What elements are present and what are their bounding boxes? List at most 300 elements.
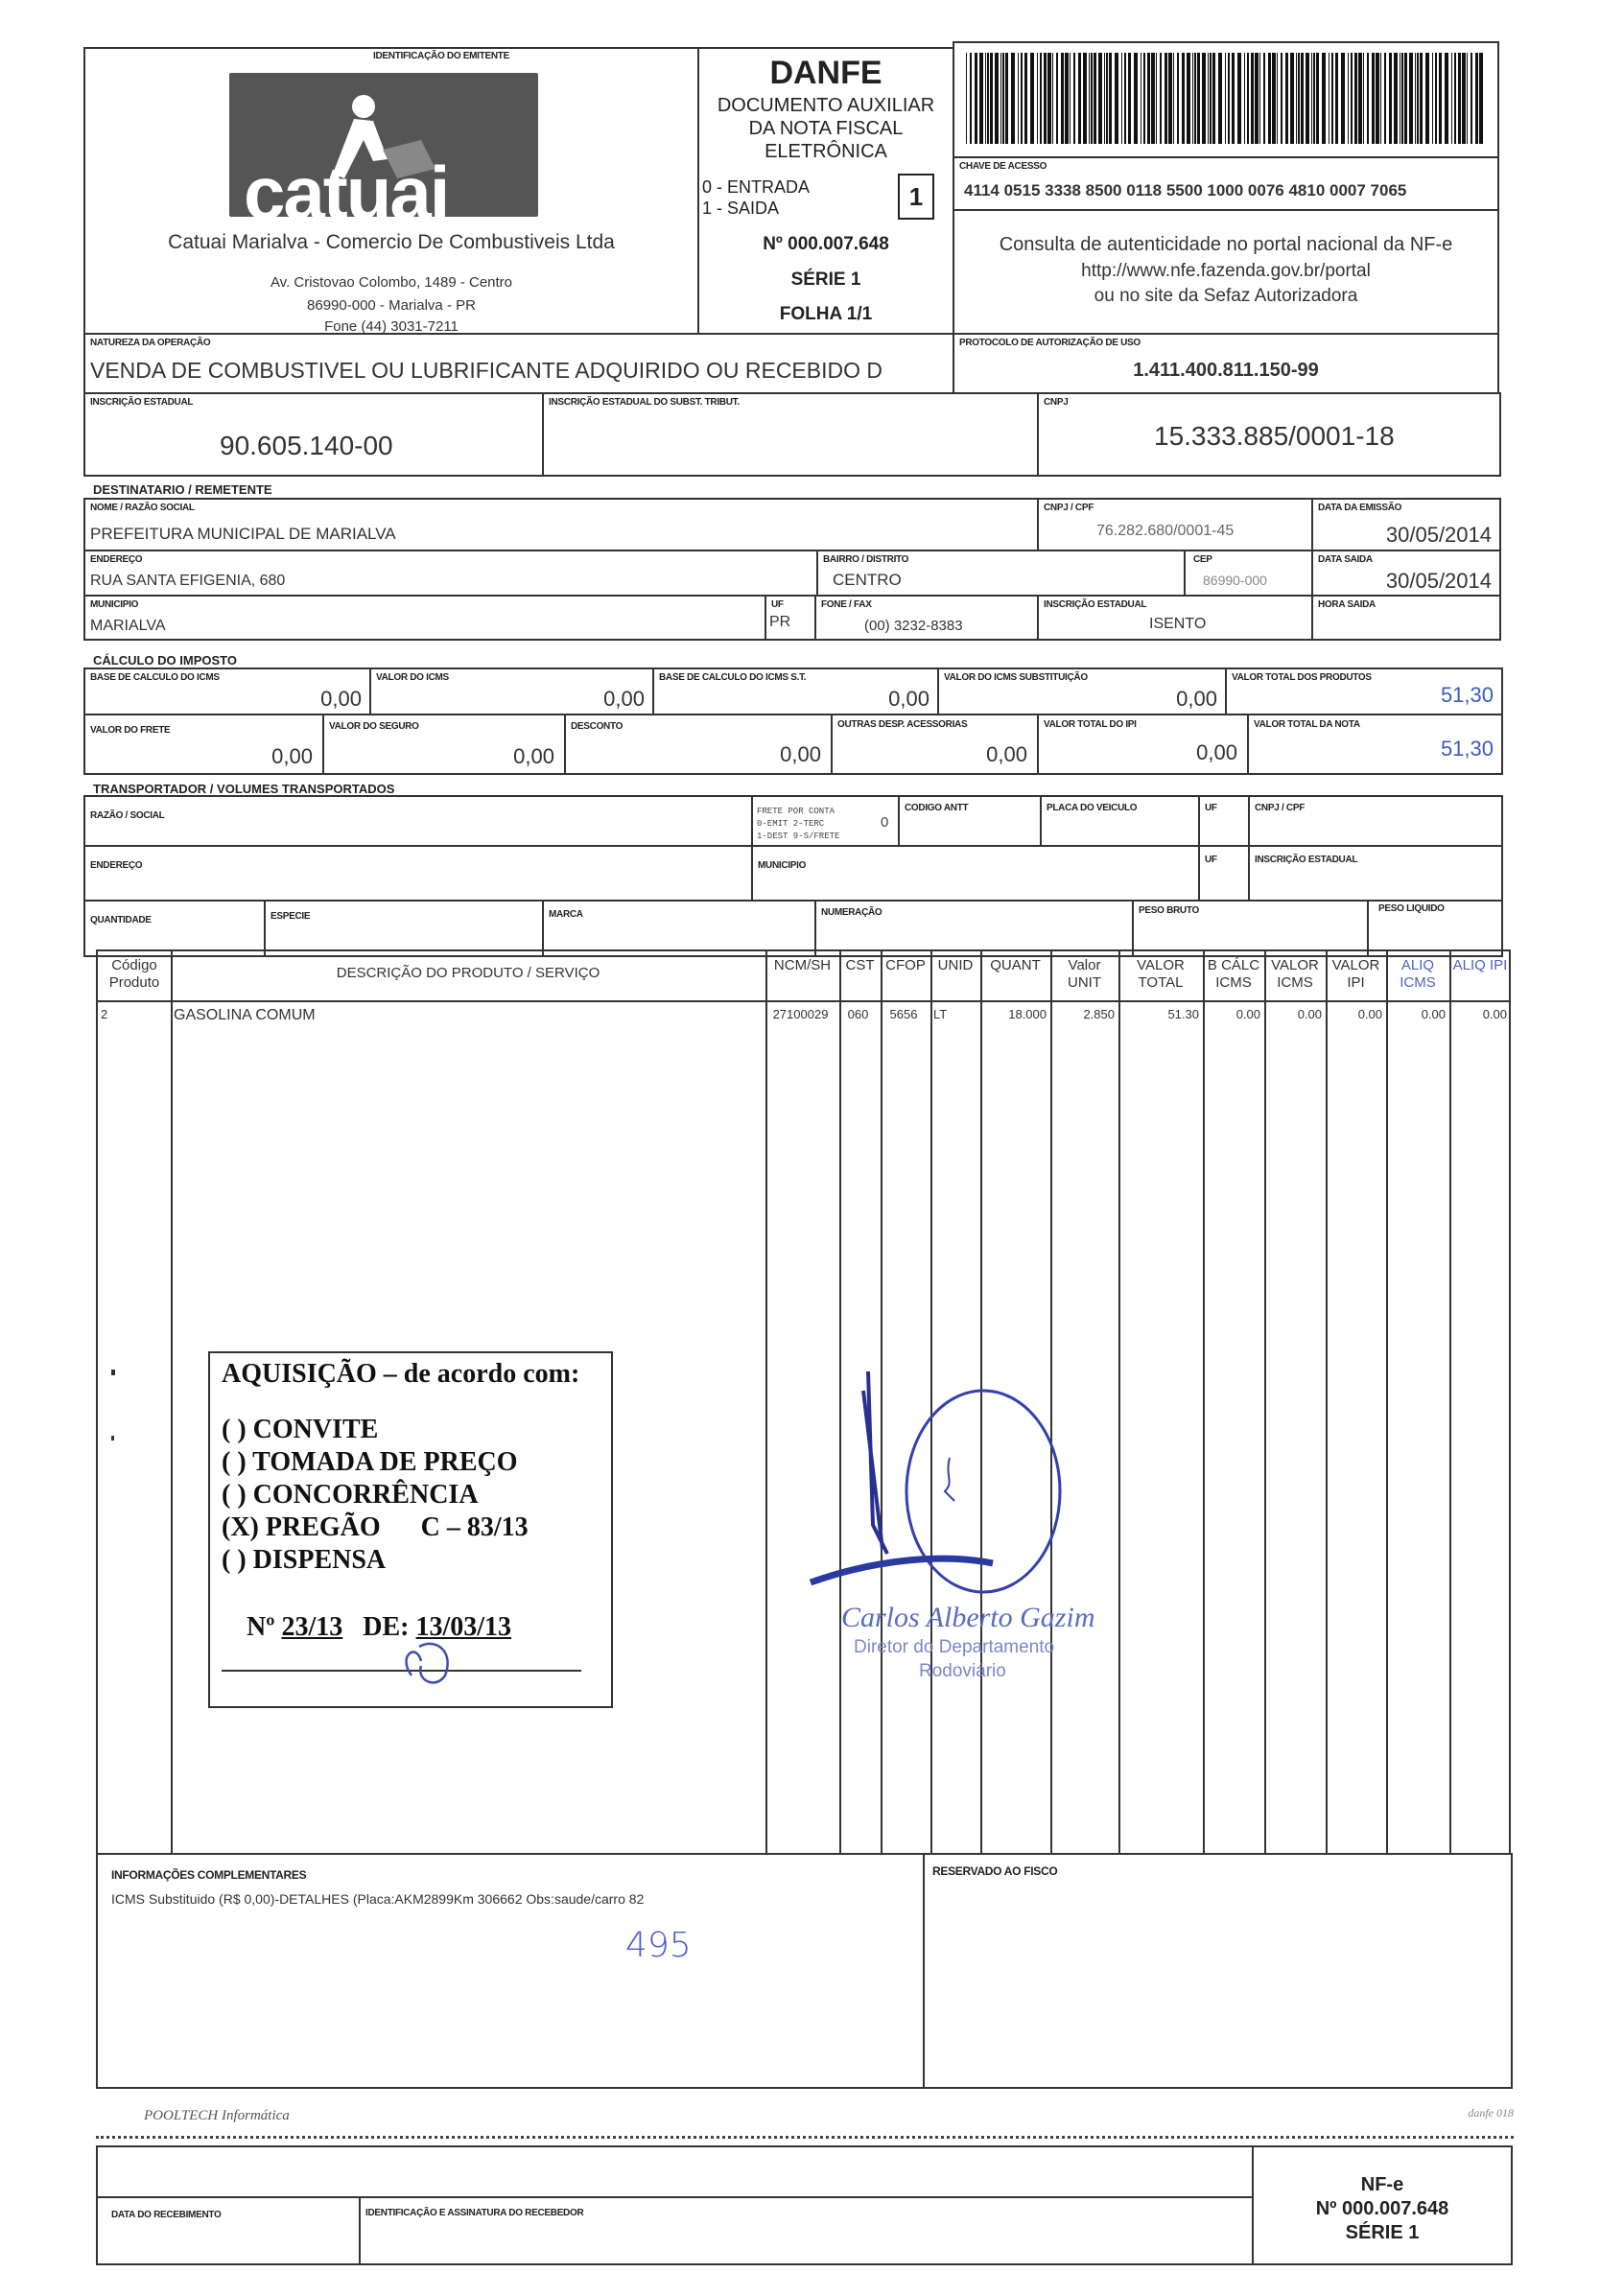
acquisition-stamp: [208, 1351, 613, 1708]
barcode-bar: [1056, 53, 1058, 144]
barcode-bar: [1435, 53, 1437, 144]
signatory-role: Diretor do Departamento: [854, 1637, 1055, 1657]
barcode-bar: [1044, 53, 1047, 144]
column-header: VALOR TOTAL: [1137, 957, 1185, 991]
dest-cnpj: [1037, 498, 1313, 551]
danfe-folha: FOLHA 1/1: [779, 304, 873, 324]
barcode-bar: [1335, 53, 1338, 144]
label: IDENTIFICAÇÃO E ASSINATURA DO RECEBEDOR: [365, 2208, 584, 2218]
protocolo-value: 1.411.400.811.150-99: [1133, 360, 1319, 381]
nfe-serie: SÉRIE 1: [1345, 2222, 1420, 2243]
barcode-bar: [1409, 53, 1413, 144]
barcode-bar: [1070, 53, 1071, 144]
barcode-bar: [1263, 53, 1265, 144]
barcode-bar: [1115, 53, 1118, 144]
bullet-mark: [111, 1370, 115, 1375]
company-logo: [229, 73, 538, 235]
barcode-bar: [1047, 53, 1051, 144]
barcode-bar: [1372, 53, 1375, 144]
barcode-bar: [1259, 53, 1260, 144]
barcode-bar: [1228, 53, 1230, 144]
logo-text: catuai: [244, 151, 449, 235]
stamp-option: ( ) DISPENSA: [222, 1545, 387, 1575]
barcode-bar: [1177, 53, 1179, 144]
value: 30/05/2014: [1385, 569, 1492, 593]
stamp-number: 23/13: [281, 1612, 343, 1642]
value: PREFEITURA MUNICIPAL DE MARIALVA: [90, 525, 396, 543]
dest-bairro: [816, 550, 1186, 597]
value: 0,00: [1176, 687, 1217, 711]
entrada-label: 0 - ENTRADA: [702, 177, 811, 197]
chave-value: 4114 0515 3338 8500 0118 5500 1000 0076 4810 0007 7065: [964, 181, 1407, 199]
barcode-bar: [1098, 53, 1102, 144]
barcode-bar: [1065, 53, 1069, 144]
signatory-name: Carlos Alberto Gazim: [841, 1602, 1095, 1633]
value: 51,30: [1440, 683, 1494, 707]
barcode-icon: [966, 53, 1489, 144]
emitente-city: 86990-000 - Marialva - PR: [307, 297, 476, 314]
column-divider: [1203, 951, 1205, 1853]
info-complementares: [96, 1853, 925, 2089]
product-cell: 5656: [889, 1007, 918, 1021]
barcode-bar: [1415, 53, 1416, 144]
barcode-bar: [1106, 53, 1108, 144]
label: 1-DEST 9-S/FRETE: [757, 832, 840, 841]
label: DATA DA EMISSÃO: [1318, 503, 1402, 513]
barcode-bar: [987, 53, 989, 144]
barcode-bar: [1197, 53, 1200, 144]
barcode-bar: [1454, 53, 1456, 144]
protocolo-label: PROTOCOLO DE AUTORIZAÇÃO DE USO: [959, 338, 1141, 348]
chave-box: [953, 156, 1499, 211]
barcode-bar: [1298, 53, 1300, 144]
barcode-bar: [1313, 53, 1315, 144]
barcode-bar: [1173, 53, 1174, 144]
barcode-bar: [1475, 53, 1478, 144]
consulta-text: Consulta de autenticidade no portal nacional da NF-e: [999, 234, 1453, 255]
barcode-bar: [1143, 53, 1145, 144]
transporte-section: TRANSPORTADOR / VOLUMES TRANSPORTADOS: [93, 782, 395, 796]
label: VALOR DO FRETE: [90, 725, 171, 736]
barcode-bar: [1011, 53, 1015, 144]
saida-label: 1 - SAIDA: [702, 199, 780, 218]
barcode-bar: [1000, 53, 1001, 144]
consulta-box: [953, 209, 1499, 335]
barcode-bar: [990, 53, 993, 144]
value: 0: [881, 814, 889, 831]
barcode-bar: [1367, 53, 1369, 144]
column-header: Valor UNIT: [1068, 957, 1101, 991]
label: CEP: [1193, 554, 1212, 565]
barcode-bar: [1401, 53, 1403, 144]
barcode-bar: [1247, 53, 1249, 144]
dest-uf: [765, 595, 816, 641]
barcode-bar: [1451, 53, 1452, 144]
barcode-bar: [1358, 53, 1362, 144]
barcode-bar: [1024, 53, 1027, 144]
danfe-title: DANFE: [769, 55, 882, 91]
product-cell: LT: [933, 1007, 948, 1021]
barcode-bar: [1156, 53, 1157, 144]
danfe-box: [697, 47, 954, 335]
tipo-box: 1: [898, 174, 934, 220]
label: HORA SAIDA: [1318, 599, 1376, 610]
barcode-bar: [1104, 53, 1105, 144]
product-cell: 0.00: [1421, 1007, 1446, 1021]
transp-peso-bruto: [1132, 900, 1369, 957]
stamp-option: ( ) CONVITE: [222, 1415, 379, 1444]
transp-marca: [542, 900, 816, 957]
danfe-serie: SÉRIE 1: [790, 269, 861, 290]
value: 30/05/2014: [1385, 523, 1492, 547]
label: DATA DO RECEBIMENTO: [111, 2210, 222, 2220]
signature-icon: [801, 1371, 1127, 1621]
column-divider: [1449, 951, 1451, 1853]
label: DESCONTO: [571, 721, 624, 732]
column-header: ALIQ ICMS: [1400, 957, 1436, 991]
barcode-bar: [1376, 53, 1379, 144]
label: VALOR DO ICMS SUBSTITUIÇÃO: [944, 672, 1088, 683]
canhoto-data: [96, 2196, 361, 2265]
stamp-option: ( ) CONCORRÊNCIA: [222, 1480, 479, 1510]
barcode-bar: [1348, 53, 1349, 144]
label: VALOR TOTAL DA NOTA: [1254, 719, 1360, 730]
column-header: VALOR ICMS: [1271, 957, 1319, 991]
transp-uf2: [1198, 845, 1250, 902]
product-cell: 2.850: [1083, 1007, 1115, 1021]
value: 0,00: [271, 744, 313, 768]
label: MARCA: [549, 909, 583, 920]
danfe-subtitle: DA NOTA FISCAL: [748, 118, 904, 139]
emitente-phone: Fone (44) 3031-7211: [324, 318, 459, 335]
barcode-bar: [1244, 53, 1245, 144]
bullet-mark: [111, 1436, 114, 1441]
column-header: ALIQ IPI: [1452, 957, 1508, 973]
barcode-bar: [1341, 53, 1345, 144]
barcode-bar: [1389, 53, 1392, 144]
barcode-bar: [1311, 53, 1312, 144]
dest-hora: [1311, 595, 1501, 641]
barcode-bar: [1124, 53, 1126, 144]
barcode-bar: [1061, 53, 1064, 144]
barcode-bar: [1268, 53, 1271, 144]
column-header: CST: [845, 957, 875, 973]
danfe-subtitle: ELETRÔNICA: [765, 141, 887, 162]
label: MUNICIPIO: [90, 599, 139, 610]
barcode-bar: [1471, 53, 1472, 144]
label: DATA SAIDA: [1318, 554, 1373, 565]
product-cell: 0.00: [1482, 1007, 1507, 1021]
barcode-bar: [1394, 53, 1398, 144]
ie-subst-label: INSCRIÇÃO ESTADUAL DO SUBST. TRIBUT.: [549, 397, 740, 408]
product-cell: 0.00: [1357, 1007, 1382, 1021]
column-divider: [1264, 951, 1266, 1853]
product-cell: 060: [847, 1007, 869, 1021]
dest-nome: [83, 498, 1039, 551]
barcode-bar: [1432, 53, 1433, 144]
canhoto-top: [96, 2145, 1254, 2198]
product-cell: GASOLINA COMUM: [174, 1007, 316, 1023]
danfe-subtitle: DOCUMENTO AUXILIAR: [717, 95, 935, 116]
stamp-number-line: [247, 1612, 511, 1643]
form-code: danfe 018: [1468, 2106, 1514, 2120]
column-header: B CÁLC ICMS: [1207, 957, 1260, 991]
barcode-bar: [1384, 53, 1386, 144]
calc-total-produtos: [1225, 668, 1503, 715]
barcode-bar: [1210, 53, 1212, 144]
label: CNPJ / CPF: [1044, 503, 1094, 513]
reservado-fisco: [923, 1853, 1513, 2089]
barcode-bar: [1458, 53, 1461, 144]
consulta-text: ou no site da Sefaz Autorizadora: [1094, 286, 1358, 306]
barcode-box: [953, 41, 1499, 158]
cnpj-value: 15.333.885/0001-18: [1154, 421, 1395, 451]
transp-placa: [1040, 795, 1200, 847]
barcode-bar: [1331, 53, 1333, 144]
barcode-bar: [1296, 53, 1297, 144]
initials-icon: [392, 1637, 469, 1695]
dest-cep: [1184, 550, 1313, 597]
calc-frete: [83, 714, 324, 775]
barcode-bar: [1040, 53, 1042, 144]
label: ENDEREÇO: [90, 554, 143, 565]
barcode-bar: [1083, 53, 1087, 144]
label: UF: [1205, 855, 1217, 865]
barcode-bar: [1192, 53, 1193, 144]
value: CENTRO: [833, 571, 902, 589]
emitente-label: IDENTIFICAÇÃO DO EMITENTE: [373, 51, 509, 61]
label: FRETE POR CONTA: [757, 807, 835, 816]
product-cell: 18.000: [1008, 1007, 1047, 1021]
barcode-bar: [1316, 53, 1319, 144]
column-header: DESCRIÇÃO DO PRODUTO / SERVIÇO: [336, 965, 600, 981]
transp-uf: [1198, 795, 1250, 847]
label: VALOR TOTAL DO IPI: [1044, 719, 1137, 730]
calc-icms-st: [937, 668, 1227, 715]
fisco-label: RESERVADO AO FISCO: [932, 1864, 1058, 1878]
barcode-bar: [1134, 53, 1138, 144]
barcode-bar: [970, 53, 972, 144]
transp-antt: [898, 795, 1042, 847]
software-credit: POOLTECH Informática: [144, 2108, 290, 2123]
barcode-bar: [1194, 53, 1196, 144]
product-cell: 0.00: [1297, 1007, 1322, 1021]
ie-value: 90.605.140-00: [220, 431, 393, 460]
product-cell: 51.30: [1167, 1007, 1199, 1021]
barcode-bar: [1380, 53, 1381, 144]
barcode-bar: [1237, 53, 1241, 144]
barcode-bar: [1052, 53, 1053, 144]
value: (00) 3232-8383: [864, 618, 963, 634]
emitente-address: Av. Cristovao Colombo, 1489 - Centro: [270, 274, 513, 291]
label: VALOR DO ICMS: [376, 672, 449, 683]
ie-box: [83, 392, 544, 477]
dest-endereco: [83, 550, 818, 597]
barcode-bar: [1322, 53, 1326, 144]
barcode-bar: [1182, 53, 1185, 144]
barcode-bar: [1281, 53, 1282, 144]
product-cell: 0.00: [1235, 1007, 1260, 1021]
column-header: NCM/SH: [773, 957, 832, 973]
barcode-bar: [1285, 53, 1288, 144]
canhoto-nfe: [1252, 2145, 1513, 2265]
calc-outras: [831, 714, 1039, 775]
barcode-bar: [1462, 53, 1466, 144]
barcode-bar: [1290, 53, 1294, 144]
barcode-bar: [1030, 53, 1034, 144]
column-header: QUANT: [990, 957, 1041, 973]
handwritten-page-number: 495: [625, 1926, 692, 1965]
calc-valor-icms: [369, 668, 654, 715]
emitente-box: [83, 47, 699, 335]
barcode-bar: [1467, 53, 1468, 144]
column-header: UNID: [937, 957, 974, 973]
transp-endereco: [83, 845, 753, 902]
label: ENDEREÇO: [90, 860, 143, 871]
barcode-bar: [1018, 53, 1019, 144]
barcode-bar: [975, 53, 977, 144]
label: PESO LIQUIDO: [1378, 903, 1445, 914]
column-divider: [765, 951, 767, 1853]
transp-frete: [751, 795, 900, 847]
calc-base-icms: [83, 668, 371, 715]
cnpj-box: [1037, 392, 1501, 477]
value: 86990-000: [1203, 573, 1267, 588]
label: UF: [771, 599, 784, 610]
value: 0,00: [888, 687, 929, 711]
protocolo-box: [953, 333, 1499, 394]
label: PESO BRUTO: [1139, 905, 1199, 916]
barcode-bar: [1420, 53, 1423, 144]
barcode-bar: [1002, 53, 1004, 144]
product-cell: 27100029: [772, 1007, 829, 1021]
chave-label: CHAVE DE ACESSO: [959, 161, 1047, 172]
stamp-option: (X) PREGÃO C – 83/13: [222, 1512, 529, 1542]
calculo-section: CÁLCULO DO IMPOSTO: [93, 653, 237, 668]
calc-total-ipi: [1037, 714, 1249, 775]
natureza-box: [83, 333, 954, 394]
value: PR: [769, 614, 791, 630]
barcode-bar: [1277, 53, 1278, 144]
column-divider: [171, 951, 173, 1853]
signatory-role: Rodoviário: [919, 1661, 1006, 1681]
value: MARIALVA: [90, 618, 166, 634]
barcode-bar: [1109, 53, 1112, 144]
label: CODIGO ANTT: [905, 803, 969, 813]
value: 0,00: [780, 742, 821, 766]
transp-cnpj: [1248, 795, 1503, 847]
label: NUMERAÇÃO: [821, 907, 882, 918]
label: DE:: [363, 1612, 410, 1642]
barcode-bar: [1091, 53, 1093, 144]
barcode-bar: [1218, 53, 1222, 144]
label: 0-EMIT 2-TERC: [757, 819, 825, 829]
nfe-numero: Nº 000.007.648: [1315, 2198, 1449, 2219]
barcode-bar: [1128, 53, 1131, 144]
cnpj-label: CNPJ: [1044, 397, 1069, 408]
info-label: INFORMAÇÕES COMPLEMENTARES: [111, 1868, 307, 1882]
barcode-bar: [1005, 53, 1008, 144]
label: RAZÃO / SOCIAL: [90, 810, 165, 821]
label: BAIRRO / DISTRITO: [823, 554, 909, 565]
barcode-bar: [1272, 53, 1276, 144]
barcode-bar: [1225, 53, 1226, 144]
barcode-bar: [1439, 53, 1442, 144]
portal-link[interactable]: http://www.nfe.fazenda.gov.br/portal: [1081, 261, 1371, 281]
label: INSCRIÇÃO ESTADUAL: [1044, 599, 1147, 610]
value: 51,30: [1440, 737, 1494, 761]
transp-numeracao: [814, 900, 1134, 957]
barcode-bar: [1425, 53, 1429, 144]
value: 0,00: [603, 687, 645, 711]
barcode-bar: [1306, 53, 1309, 144]
calc-base-st: [652, 668, 939, 715]
natureza-value: VENDA DE COMBUSTIVEL OU LUBRIFICANTE ADQUIRIDO OU RECEBIDO D: [90, 358, 883, 383]
label: UF: [1205, 803, 1217, 813]
natureza-label: NATUREZA DA OPERAÇÃO: [90, 338, 211, 348]
label: BASE DE CALCULO DO ICMS: [90, 672, 220, 683]
barcode-bar: [1151, 53, 1155, 144]
value: 0,00: [986, 742, 1027, 766]
barcode-bar: [1165, 53, 1167, 144]
canhoto-assinatura: [359, 2196, 1254, 2265]
barcode-bar: [1251, 53, 1254, 144]
barcode-bar: [1208, 53, 1209, 144]
barcode-bar: [1445, 53, 1448, 144]
dest-fone: [814, 595, 1039, 641]
nfe-label: NF-e: [1360, 2174, 1404, 2195]
column-divider: [1326, 951, 1328, 1853]
barcode-bar: [1354, 53, 1357, 144]
cut-line: [96, 2136, 1514, 2139]
label: NOME / RAZÃO SOCIAL: [90, 503, 195, 513]
dest-municipio: [83, 595, 766, 641]
transp-municipio: [751, 845, 1200, 902]
dest-saida: [1311, 550, 1501, 597]
barcode-bar: [1037, 53, 1038, 144]
stamp-title: AQUISIÇÃO – de acordo com:: [222, 1359, 580, 1389]
barcode-bar: [1089, 53, 1090, 144]
value: ISENTO: [1149, 616, 1207, 632]
calc-seguro: [322, 714, 566, 775]
value: 76.282.680/0001-45: [1096, 523, 1235, 539]
stamp-option: ( ) TOMADA DE PREÇO: [222, 1447, 518, 1477]
label: PLACA DO VEICULO: [1047, 803, 1138, 813]
transp-peso-liquido: [1367, 900, 1503, 957]
info-text: ICMS Substituido (R$ 0,00)-DETALHES (Placa:AKM2899Km 306662 Obs:saude/carro 82: [111, 1891, 645, 1907]
barcode-bar: [1351, 53, 1353, 144]
column-divider: [1386, 951, 1388, 1853]
label: INSCRIÇÃO ESTADUAL: [1255, 855, 1358, 865]
destinatario-section: DESTINATARIO / REMETENTE: [93, 482, 272, 497]
column-header: CFOP: [885, 957, 926, 973]
ie-label: INSCRIÇÃO ESTADUAL: [90, 397, 194, 408]
label: OUTRAS DESP. ACESSORIAS: [837, 719, 968, 730]
dest-emissao: [1311, 498, 1501, 551]
product-cell: 2: [101, 1007, 108, 1021]
barcode-bar: [1073, 53, 1075, 144]
column-header: Código Produto: [108, 957, 160, 991]
barcode-bar: [1187, 53, 1190, 144]
label: CNPJ / CPF: [1255, 803, 1306, 813]
barcode-bar: [1232, 53, 1235, 144]
barcode-bar: [1301, 53, 1304, 144]
label: VALOR DO SEGURO: [329, 721, 419, 732]
barcode-bar: [979, 53, 983, 144]
barcode-bar: [1202, 53, 1206, 144]
barcode-bar: [985, 53, 986, 144]
column-header: VALOR IPI: [1331, 957, 1380, 991]
